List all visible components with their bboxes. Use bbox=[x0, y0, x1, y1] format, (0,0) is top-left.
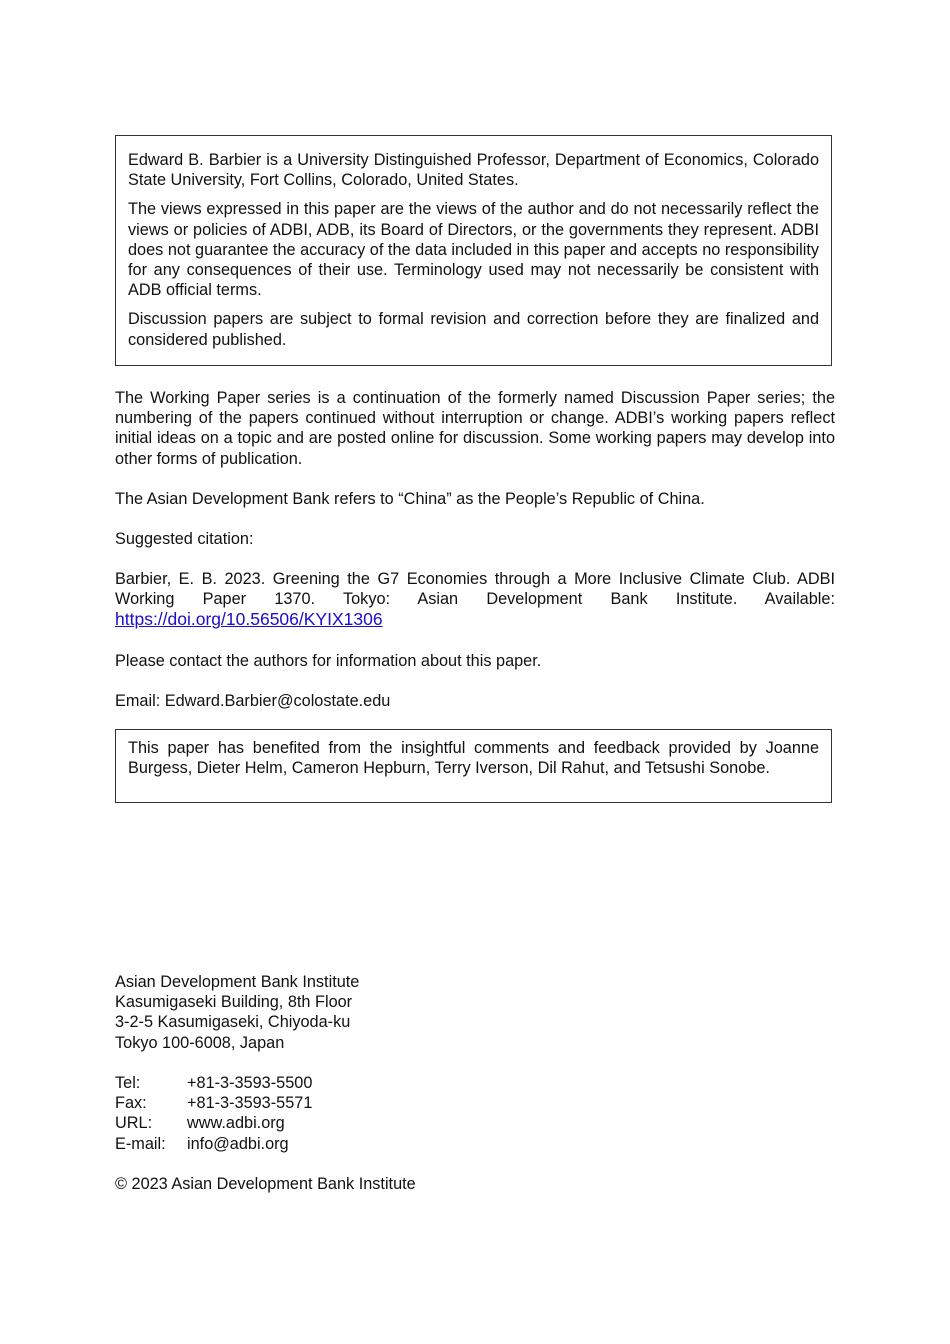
contact-value[interactable]: www.adbi.org bbox=[187, 1114, 285, 1133]
china-note: The Asian Development Bank refers to “China” as the People’s Republic of China. bbox=[115, 490, 705, 508]
contact-tel bbox=[115, 1073, 835, 1093]
contact-url bbox=[115, 1113, 835, 1133]
address-line: Asian Development Bank Institute bbox=[115, 973, 360, 991]
contact-value[interactable]: info@adbi.org bbox=[187, 1134, 289, 1153]
email-line: Email: Edward.Barbier@colostate.edu bbox=[115, 692, 391, 710]
contact-value: +81-3-3593-5500 bbox=[187, 1074, 313, 1092]
contact-label: URL: bbox=[115, 1114, 153, 1133]
citation-label: Suggested citation: bbox=[115, 530, 254, 548]
contact-block bbox=[115, 1073, 835, 1154]
copyright: © 2023 Asian Development Bank Institute bbox=[115, 1175, 416, 1193]
contact-fax bbox=[115, 1093, 835, 1113]
author-bio: Edward B. Barbier is a University Distinguished Professor, Department of Economics, Colorado State University, Fort Collins, Colorado, United States. bbox=[128, 151, 819, 190]
contact-note: Please contact the authors for information about this paper. bbox=[115, 652, 542, 670]
address-line: 3-2-5 Kasumigaseki, Chiyoda-ku bbox=[115, 1013, 351, 1032]
contact-label: Fax: bbox=[115, 1094, 147, 1113]
citation-text: Barbier, E. B. 2023. Greening the G7 Economies through a More Inclusive Climate Club. ADBI Working Paper 1370. Tokyo: Asian Development Bank Institute. Available: bbox=[115, 570, 835, 609]
contact-value: +81-3-3593-5571 bbox=[187, 1094, 313, 1113]
contact-label: Tel: bbox=[115, 1074, 141, 1092]
contact-email bbox=[115, 1134, 835, 1154]
address-line: Kasumigaseki Building, 8th Floor bbox=[115, 993, 353, 1012]
revision-note: Discussion papers are subject to formal revision and correction before they are finalized and considered published. bbox=[128, 310, 819, 349]
contact-label: E-mail: bbox=[115, 1134, 166, 1153]
views-disclaimer: The views expressed in this paper are the views of the author and do not necessarily reflect the views or policies of ADBI, ADB, its Board of Directors, or the governments they represent. ADBI does not guarantee the accuracy of the data included in this paper and accepts no responsibility for any consequences of their use. Terminology used may not necessarily be consistent with ADB official terms. bbox=[128, 200, 819, 300]
disclaimer-box bbox=[115, 135, 832, 366]
acknowledgement-box bbox=[115, 729, 832, 803]
citation-link[interactable]: https://doi.org/10.56506/KYIX1306 bbox=[115, 609, 383, 630]
address-line: Tokyo 100-6008, Japan bbox=[115, 1033, 285, 1052]
citation bbox=[115, 569, 835, 631]
acknowledgement: This paper has benefited from the insightful comments and feedback provided by Joanne Burgess, Dieter Helm, Cameron Hepburn, Terry Iverson, Dil Rahut, and Tetsushi Sonobe. bbox=[128, 739, 819, 778]
series-note: The Working Paper series is a continuation of the formerly named Discussion Paper series; the numbering of the papers continued without interruption or change. ADBI’s working papers reflect initial ideas on a topic and are posted online for discussion. Some working papers may develop into other forms of publication. bbox=[115, 389, 835, 468]
address-block bbox=[115, 972, 835, 1053]
